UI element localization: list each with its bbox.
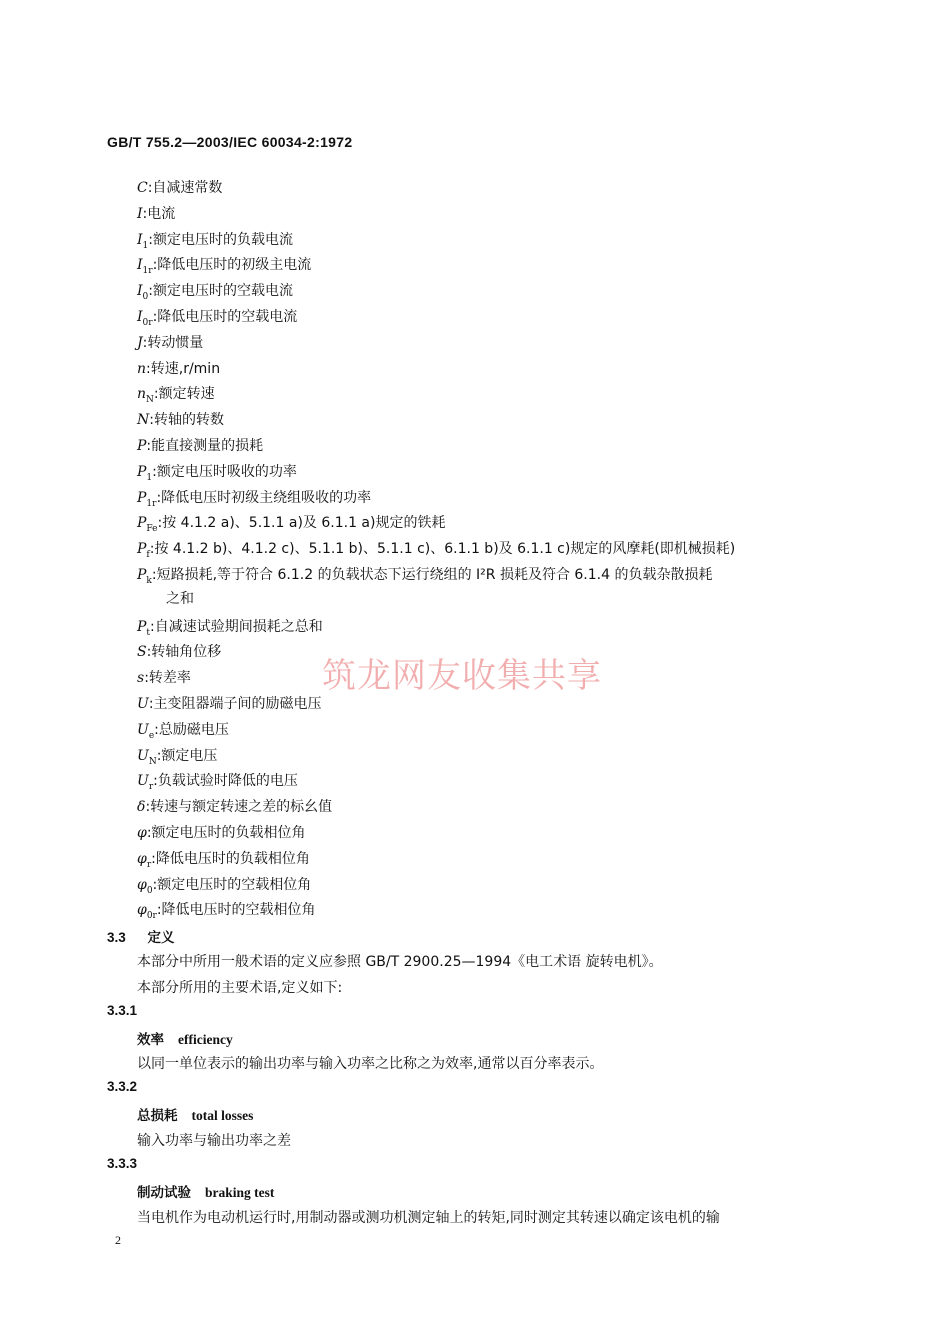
symbol-description: :额定转速 [153, 386, 215, 403]
symbol-row [137, 873, 735, 899]
symbol: U [137, 721, 149, 738]
symbol-row [137, 331, 735, 357]
symbol-row [137, 279, 735, 305]
symbol: I [137, 205, 143, 222]
symbol-row [137, 744, 735, 770]
symbol-description: :额定电压时的负载电流 [148, 231, 293, 248]
symbol: n [137, 360, 147, 377]
symbol-row [137, 408, 735, 434]
symbol-description: :按 4.1.2 b)、4.1.2 c)、5.1.1 b)、5.1.1 c)、6.1.1 b)及 6.1.1 c)规定的风摩耗(即机械损耗) [149, 541, 736, 558]
symbol: N [137, 412, 150, 429]
term-zh: 制动试验 [137, 1185, 191, 1201]
symbol: P [137, 463, 147, 480]
symbol-row [137, 228, 735, 254]
symbol: J [137, 334, 143, 351]
symbol-description: :转差率 [144, 670, 191, 687]
symbol: P [137, 618, 147, 635]
section-3-3-heading [107, 926, 175, 946]
term-3-3-1-number: 3.3.1 [107, 1003, 138, 1018]
symbol-subscript: 1 [142, 240, 149, 251]
term-3-3-2-title [137, 1104, 253, 1124]
symbol-row [137, 202, 735, 228]
symbol-description: :降低电压时的初级主电流 [152, 257, 312, 274]
symbol-subscript: 0 [142, 291, 149, 302]
term-3-3-3-definition: 当电机作为电动机运行时,用制动器或测功机测定轴上的转矩,同时测定其转速以确定该电机的输 [137, 1210, 720, 1226]
symbol-row [137, 486, 735, 512]
term-3-3-1-definition: 以同一单位表示的输出功率与输入功率之比称之为效率,通常以百分率表示。 [137, 1056, 604, 1072]
symbol-subscript: r [148, 782, 154, 793]
term-3-3-3-title [137, 1181, 274, 1201]
symbol-description: :额定电压时的空载电流 [148, 283, 293, 300]
symbol: P [137, 489, 147, 506]
symbol-row [137, 563, 735, 615]
section-number: 3.3 [107, 930, 126, 945]
symbol-description: :转轴的转数 [149, 412, 224, 429]
symbol-subscript: 1r [142, 266, 153, 277]
symbol-row [137, 460, 735, 486]
term-zh: 总损耗 [137, 1108, 178, 1124]
symbol-subscript: 0r [142, 317, 153, 328]
symbol-subscript: f [146, 549, 150, 560]
document-header: GB/T 755.2—2003/IEC 60034-2:1972 [107, 134, 353, 150]
symbol-subscript: N [148, 756, 157, 767]
symbol-description: :转速,r/min [146, 360, 221, 377]
symbol-row [137, 382, 735, 408]
symbol: φ [137, 850, 147, 867]
symbol-subscript: t [146, 627, 151, 638]
symbol-list [137, 176, 735, 924]
symbol-description: :自减速常数 [147, 180, 223, 196]
symbol-description: :负载试验时降低的电压 [153, 773, 298, 790]
term-3-3-1-title [137, 1028, 233, 1048]
symbol: S [137, 644, 147, 661]
paragraph-general-terms: 本部分中所用一般术语的定义应参照 GB/T 2900.25—1994《电工术语 旋转电机》。 [137, 954, 663, 970]
page-number: 2 [115, 1233, 121, 1247]
symbol-subscript: 0 [146, 885, 153, 896]
symbol-description: :电流 [142, 205, 176, 222]
symbol-description: :额定电压时吸收的功率 [152, 463, 297, 480]
symbol-subscript: e [148, 730, 155, 741]
symbol-description: :主变阻器端子间的励磁电压 [148, 695, 322, 712]
symbol-description: :降低电压时的空载电流 [152, 308, 298, 325]
symbol-description: :额定电压时的空载相位角 [152, 876, 312, 893]
symbol-description: :转速与额定转速之差的标幺值 [145, 799, 333, 816]
symbol: n [137, 386, 147, 403]
symbol-subscript: k [146, 575, 152, 586]
symbol-description: :自减速试验期间损耗之总和 [150, 618, 323, 635]
term-en: efficiency [178, 1032, 233, 1047]
symbol: s [137, 670, 145, 687]
symbol-description: :额定电压时的负载相位角 [146, 824, 306, 841]
term-3-3-3-number: 3.3.3 [107, 1156, 138, 1171]
symbol: I [137, 231, 143, 248]
section-title: 定义 [147, 930, 175, 945]
symbol-row [137, 795, 735, 821]
symbol: I [137, 308, 143, 325]
symbol-subscript: 1r [146, 498, 157, 509]
symbol-subscript: Fe [146, 524, 158, 535]
symbol-row [137, 821, 735, 847]
symbol: I [137, 283, 143, 300]
symbol-row [137, 898, 735, 924]
symbol: U [137, 747, 149, 764]
term-3-3-2-definition: 输入功率与输出功率之差 [137, 1133, 291, 1149]
symbol: I [137, 257, 143, 274]
symbol: U [137, 695, 149, 712]
symbol-subscript: 0r [146, 911, 157, 922]
watermark: 筑龙网友收集共享 [322, 656, 602, 696]
symbol: P [137, 541, 147, 558]
symbol-description-continuation: 之和 [166, 590, 194, 607]
symbol-description: :降低电压时初级主绕组吸收的功率 [156, 489, 372, 506]
symbol-row [137, 769, 735, 795]
symbol: C [137, 180, 148, 196]
symbol-row [137, 305, 735, 331]
symbol: φ [137, 902, 147, 919]
symbol-description: :转轴角位移 [146, 644, 222, 661]
symbol-row [137, 537, 735, 563]
term-3-3-2-number: 3.3.2 [107, 1079, 138, 1094]
term-zh: 效率 [137, 1032, 164, 1048]
symbol-description: :总励磁电压 [154, 721, 229, 738]
symbol-description: :按 4.1.2 a)、5.1.1 a)及 6.1.1 a)规定的铁耗 [157, 515, 446, 532]
symbol-row [137, 176, 735, 202]
symbol-description: :转动惯量 [142, 334, 204, 351]
symbol-row [137, 718, 735, 744]
symbol-row [137, 357, 735, 383]
term-en: braking test [205, 1185, 275, 1200]
symbol-description: :降低电压时的空载相位角 [156, 902, 316, 919]
symbol-row [137, 434, 735, 460]
symbol: P [137, 515, 147, 532]
symbol: P [137, 437, 147, 454]
symbol-row [137, 511, 735, 537]
symbol-subscript: 1 [146, 472, 153, 483]
symbol-row [137, 253, 735, 279]
symbol: φ [137, 876, 147, 893]
symbol-subscript: N [146, 395, 154, 406]
symbol: δ [137, 799, 146, 816]
symbol: P [137, 566, 147, 583]
symbol: U [137, 773, 149, 790]
symbol-row [137, 615, 735, 641]
symbol-description: :降低电压时的负载相位角 [151, 850, 310, 867]
paragraph-main-terms: 本部分所用的主要术语,定义如下: [137, 980, 343, 996]
symbol-row [137, 847, 735, 873]
symbol-subscript: r [146, 859, 152, 870]
term-en: total losses [191, 1108, 254, 1123]
symbol: φ [137, 824, 147, 841]
symbol-description: :额定电压 [156, 747, 218, 764]
symbol-description: :短路损耗,等于符合 6.1.2 的负载状态下运行绕组的 I²R 损耗及符合 6.1.4 的负载杂散损耗 [151, 566, 713, 583]
symbol-description: :能直接测量的损耗 [146, 437, 264, 454]
